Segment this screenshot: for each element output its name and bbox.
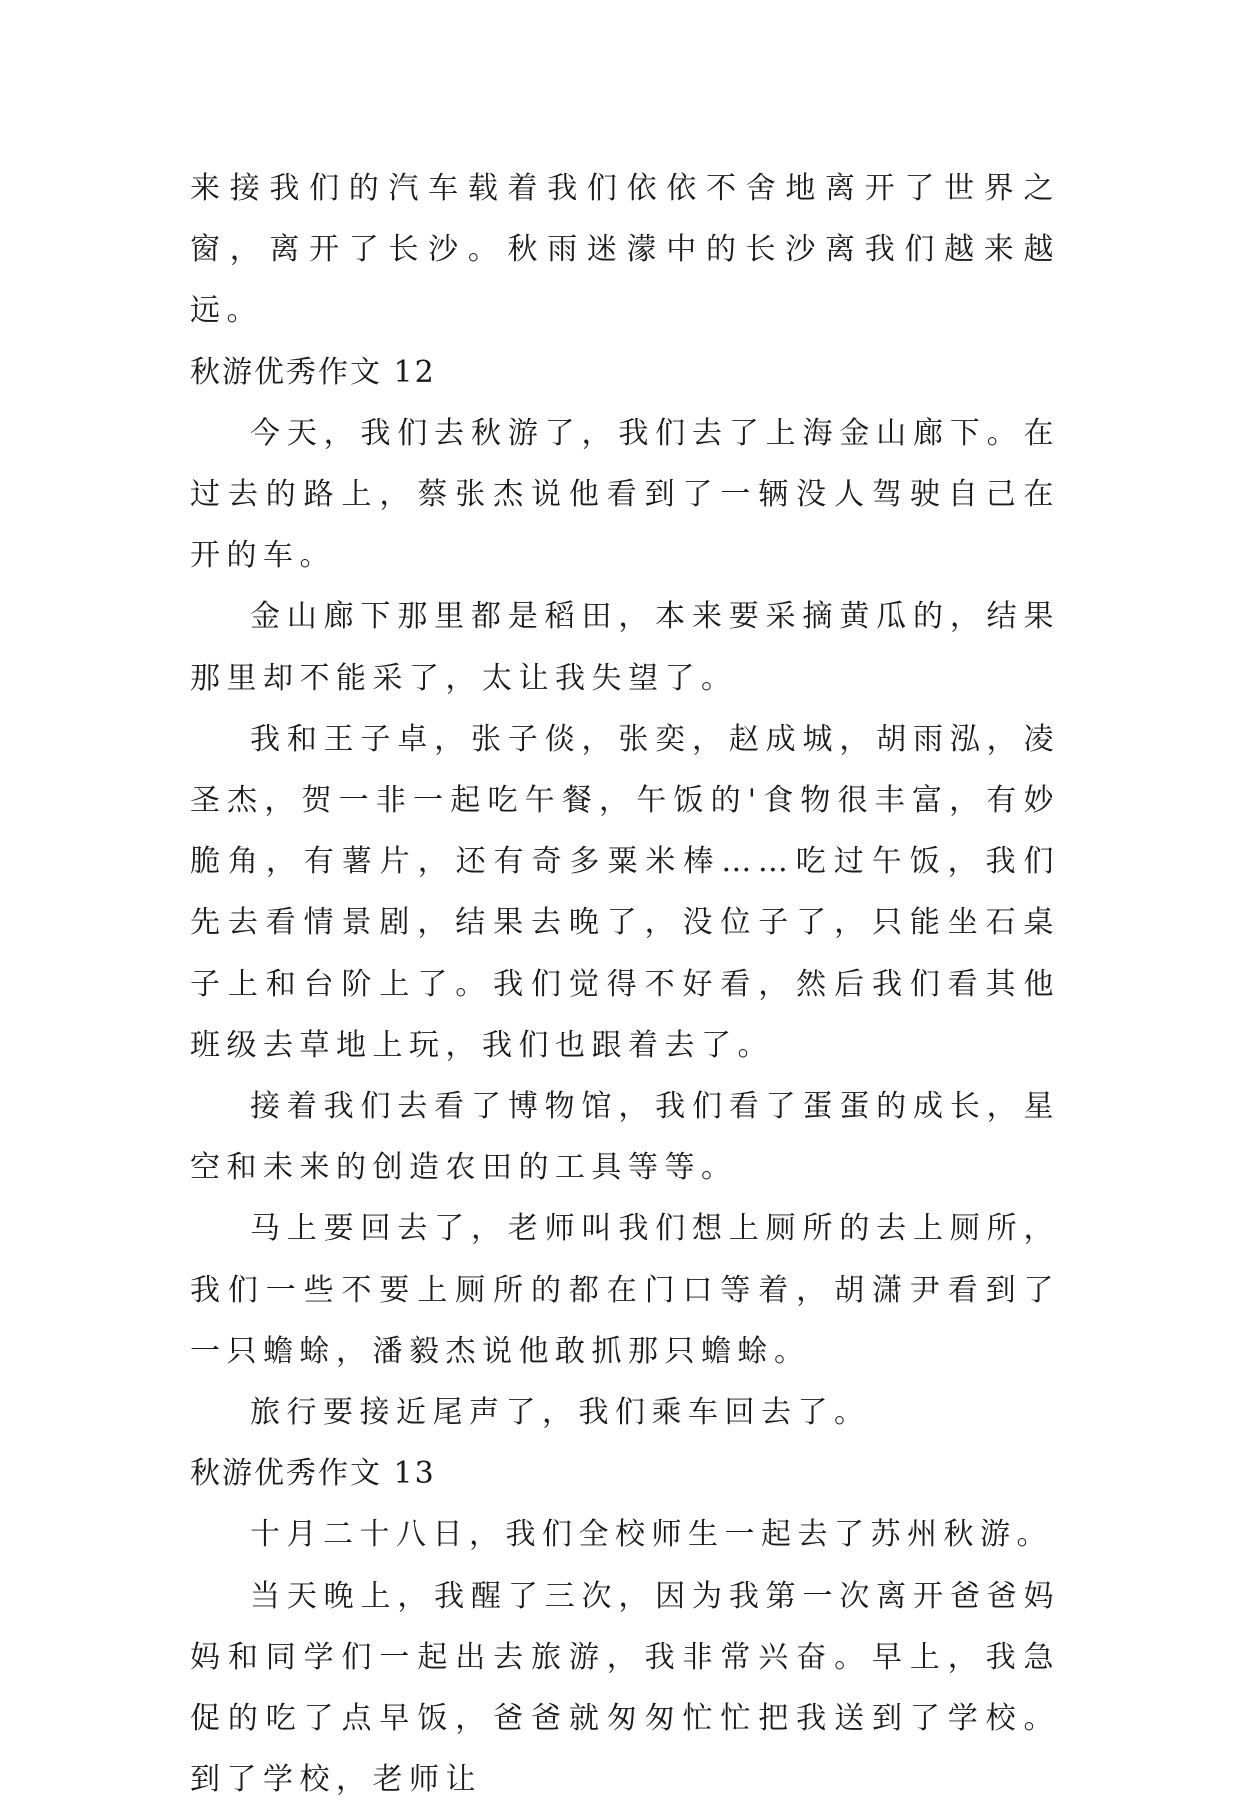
essay-heading-12: 秋游优秀作文 12 [190,354,436,390]
paragraph: 金山廊下那里都是稻田，本来要采摘黄瓜的，结果那里却不能采了，太让我失望了。 [190,599,1060,696]
paragraph: 旅行要接近尾声了，我们乘车回去了。 [250,1395,871,1431]
essay-heading-13: 秋游优秀作文 13 [190,1456,436,1492]
paragraph: 十月二十八日，我们全校师生一起去了苏州秋游。 [250,1517,1053,1553]
paragraph: 当天晚上，我醒了三次，因为我第一次离开爸爸妈妈和同学们一起出去旅游，我非常兴奋。早上，我急促的吃了点早饭，爸爸就匆匆忙忙把我送到了学校。到了学校，老师让 [190,1578,1060,1798]
paragraph: 接着我们去看了博物馆，我们看了蛋蛋的成长，星空和未来的创造农田的工具等等。 [190,1089,1060,1186]
paragraph: 马上要回去了，老师叫我们想上厕所的去上厕所，我们一些不要上厕所的都在门口等着，胡潇尹看到了一只蟾蜍，潘毅杰说他敢抓那只蟾蜍。 [190,1211,1060,1369]
paragraph: 今天，我们去秋游了，我们去了上海金山廊下。在过去的路上，蔡张杰说他看到了一辆没人驾驶自己在开的车。 [190,415,1060,574]
document-body [190,158,1060,1810]
paragraph-intro-ending: 来接我们的汽车载着我们依依不舍地离开了世界之窗，离开了长沙。秋雨迷濛中的长沙离我们越来越远。 [190,171,1060,329]
paragraph: 我和王子卓，张子倓，张奕，赵成城，胡雨泓，凌圣杰，贺一非一起吃午餐，午饭的'食物很丰富，有妙脆角，有薯片，还有奇多粟米棒……吃过午饭，我们先去看情景剧，结果去晚了，没位子了，只能坐石桌子上和台阶上了。我们觉得不好看，然后我们看其他班级去草地上玩，我们也跟着去了。 [190,721,1060,1063]
